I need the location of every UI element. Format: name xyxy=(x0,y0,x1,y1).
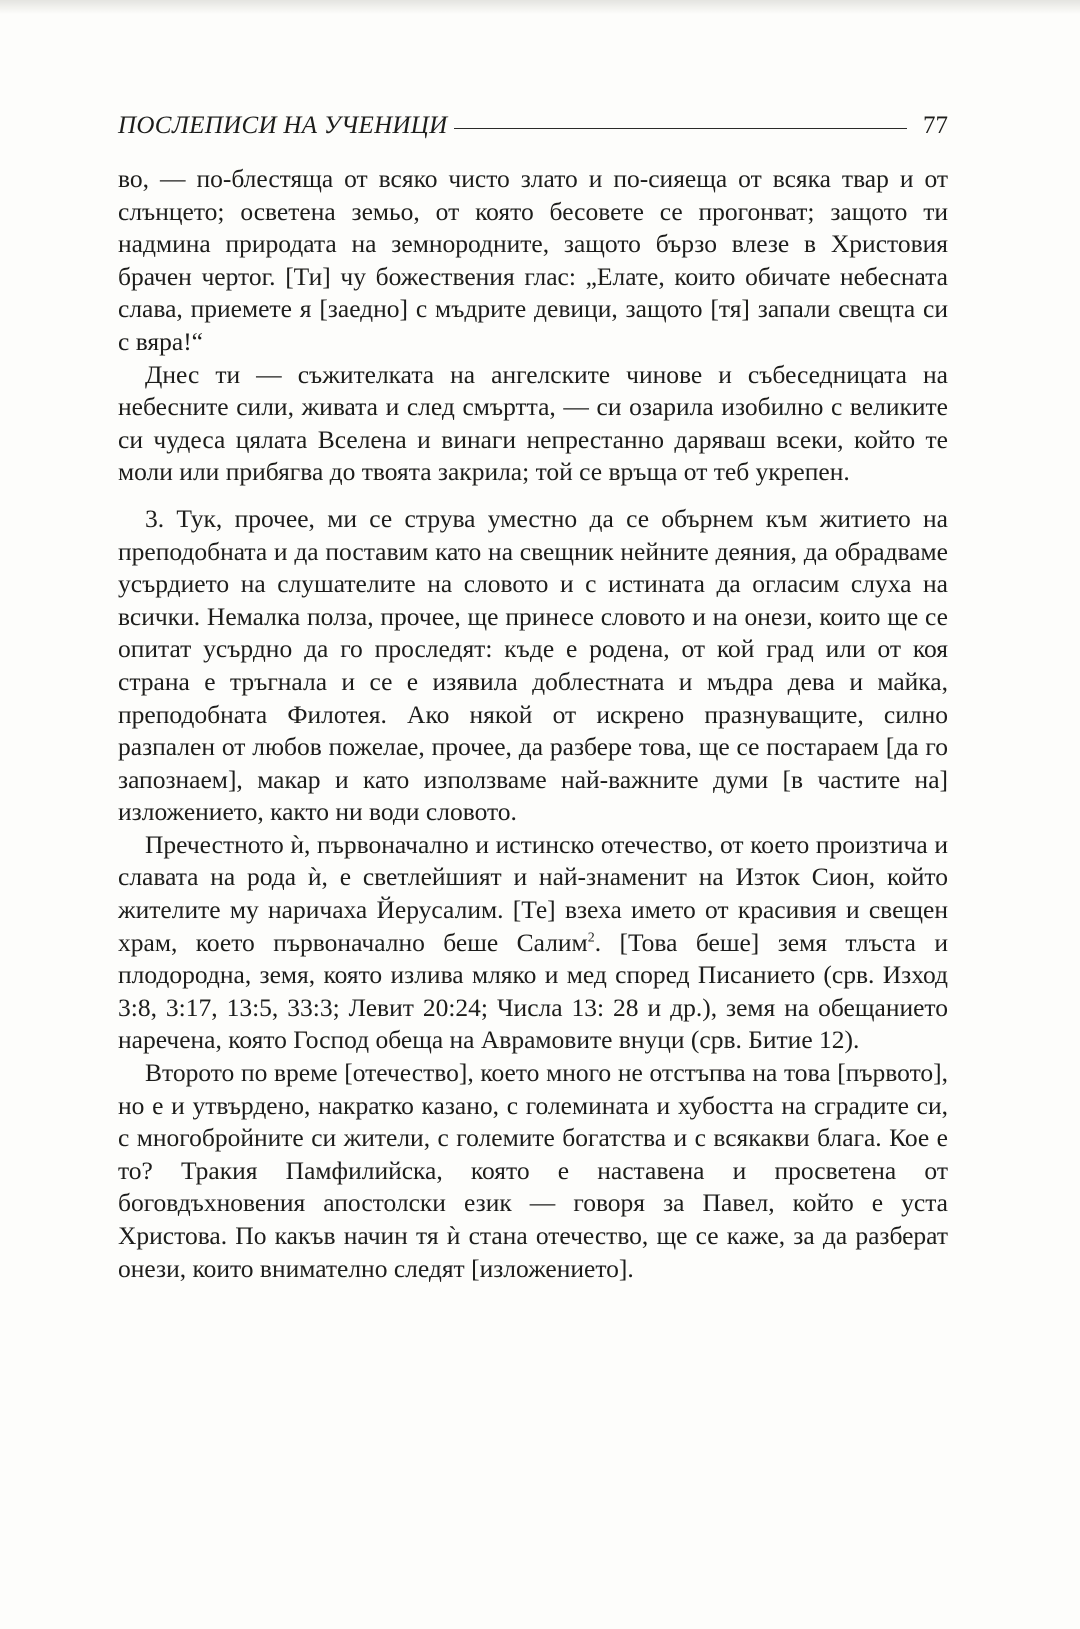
scan-edge xyxy=(0,0,1080,14)
paragraph-text: Пречестното ѝ, първоначално и истинско отечество, от което произтича и славата на рода ѝ, е светлейшият и най-знаменит на Изток Сион, който жителите му наричаха Йерусалим. [Те] взеха името от красивия и свещен храм, което първоначално беше Салим xyxy=(118,829,948,957)
paragraph-text: [Това беше] земя тлъста и плодородна, земя, която излива мляко и мед според Писанието (срв. Изход 3:8, 3:17, 13:5, 33:3; Левит 20:24; Числа 13: 28 и др.), земя на обещанието наречена, която Господ обеща на Аврамовите внуци (срв. Битие 12). xyxy=(118,927,948,1055)
footnote-marker: 2 xyxy=(587,930,595,946)
running-title: ПОСЛЕПИСИ НА УЧЕНИЦИ xyxy=(118,112,448,139)
page-number: 77 xyxy=(923,112,948,139)
body-text xyxy=(118,163,948,1285)
running-head xyxy=(118,100,948,140)
paragraph: Второто по време [отечество], което много не отстъпва на това [първото], но е и утвърдено, накратко казано, с големината и хубостта на сградите си, с многобройните си жители, с големите богатства и с всякакви блага. Кое е то? Тракия Памфилийска, която е наставена и просветена от боговдъхновения апостолски език — говоря за Павел, който е уста Христова. По какъв начин тя ѝ стана отечество, ще се каже, за да разберат онези, които внимателно следят [изложението]. xyxy=(118,1058,948,1283)
paragraph: во, — по-блестяща от всяко чисто злато и по-сияеща от всяка твар и от слънцето; осветена земьо, от която бесовете се прогонват; защото ти надмина природата на земнородните, защото бързо влезе в Христовия брачен чертог. [Ти] чу божествения глас: „Елате, които обичате небесната слава, приемете я [заедно] с мъдрите девици, защото [тя] запали свещта си с вяра!“ xyxy=(118,164,948,356)
header-rule xyxy=(454,128,908,129)
paragraph: Пречестното ѝ, първоначално и истинско отечество, от което произтича и славата на рода ѝ, е светлейшият и най-знаменит на Изток Сион, който жителите му наричаха Йерусалим. [Те] взеха името от красивия и свещен храм, което първоначално беше Салим$^2$. [Това беше] земя тлъста и плодородна, земя, която излива мляко и мед според Писанието (срв. Изход 3:8, 3:17, 13:5, 33:3; Левит 20:24; Числа 13: 28 и др.), земя на обещанието наречена, която Господ обеща на Аврамовите внуци (срв. Битие 12). xyxy=(118,829,948,1055)
paragraph: Днес ти — съжителката на ангелските чинове и събеседницата на небесните сили, живата и след смъртта, — си озарила изобилно с великите си чудеса цялата Вселена и винаги непрестанно даряваш всеки, който те моли или прибягва до твоята закрила; той се връща от теб укрепен. xyxy=(118,359,948,487)
paragraph: 3. Тук, прочее, ми се струва уместно да се обърнем към житието на преподобната и да поставим като на свещник нейните деяния, да обрадваме усърдието на слушателите на словото и с истината да огласим слуха на всички. Немалка полза, прочее, ще принесе словото и на онези, които ще се опитат усърдно да го проследят: къде е родена, от кой град или от коя страна е тръгнала и се е изявила доблестната и мъдра дева и майка, преподобната Филотея. Ако някой от искрено празнуващите, силно разпален от любов пожелае, прочее, да разбере това, ще се постараем [да го запознаем], макар и като използваме най-важните думи [в частите на] изложението, както ни води словото. xyxy=(118,503,948,827)
